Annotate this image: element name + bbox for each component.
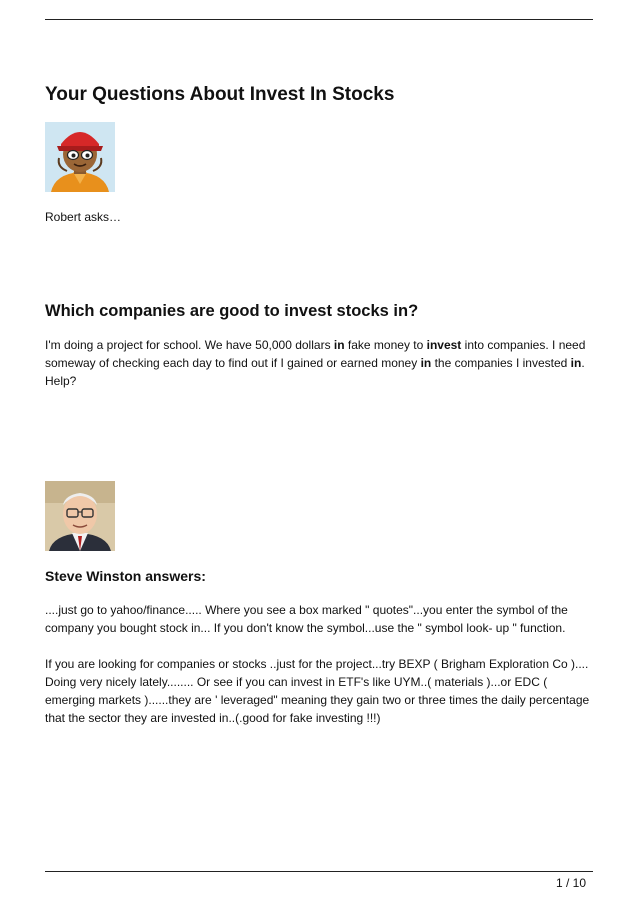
question-emphasis: invest bbox=[426, 338, 462, 352]
question-emphasis: in bbox=[570, 356, 582, 370]
page-number: 1 / 10 bbox=[555, 876, 586, 890]
question-text: I'm doing a project for school. We have 50,000 dollars bbox=[45, 338, 334, 352]
header-rule bbox=[45, 19, 593, 20]
cartoon-person-avatar-icon bbox=[45, 122, 115, 192]
answer-paragraph-2: If you are looking for companies or stocks ..just for the project...try BEXP ( Brigham Exploration Co ).... Doing very nicely lately........ Or see if you can invest in ETF's like UYM..( materials )...or EDC ( emerging markets )......they are ' leveraged" meaning they gain two or three times the daily percentage that the sector they are invested in..(.good for fake investing !!!) bbox=[45, 657, 590, 725]
asker-line: Robert asks… bbox=[45, 210, 122, 224]
question-text: . Help? bbox=[45, 356, 585, 388]
question-body bbox=[45, 336, 593, 390]
answer-paragraph-1: ....just go to yahoo/finance..... Where you see a box marked " quotes"...you enter the symbol of the company you bought stock in... If you don't know the symbol...use the " symbol look- up " function. bbox=[45, 603, 568, 635]
question-text: the companies I invested bbox=[431, 356, 571, 370]
elderly-man-photo-avatar-icon bbox=[45, 481, 115, 551]
page-title: Your Questions About Invest In Stocks bbox=[45, 84, 395, 105]
answer-heading: Steve Winston answers: bbox=[45, 568, 206, 584]
question-emphasis: in bbox=[420, 356, 432, 370]
footer-rule bbox=[45, 871, 593, 872]
question-text: into companies. I need someway of checking each day to find out if I gained or earned money bbox=[45, 338, 586, 370]
question-emphasis: in bbox=[333, 338, 345, 352]
question-heading: Which companies are good to invest stocks in? bbox=[45, 302, 419, 320]
question-text: fake money to bbox=[344, 338, 427, 352]
answerer-avatar-icon bbox=[45, 481, 115, 551]
asker-avatar-icon bbox=[45, 122, 115, 192]
